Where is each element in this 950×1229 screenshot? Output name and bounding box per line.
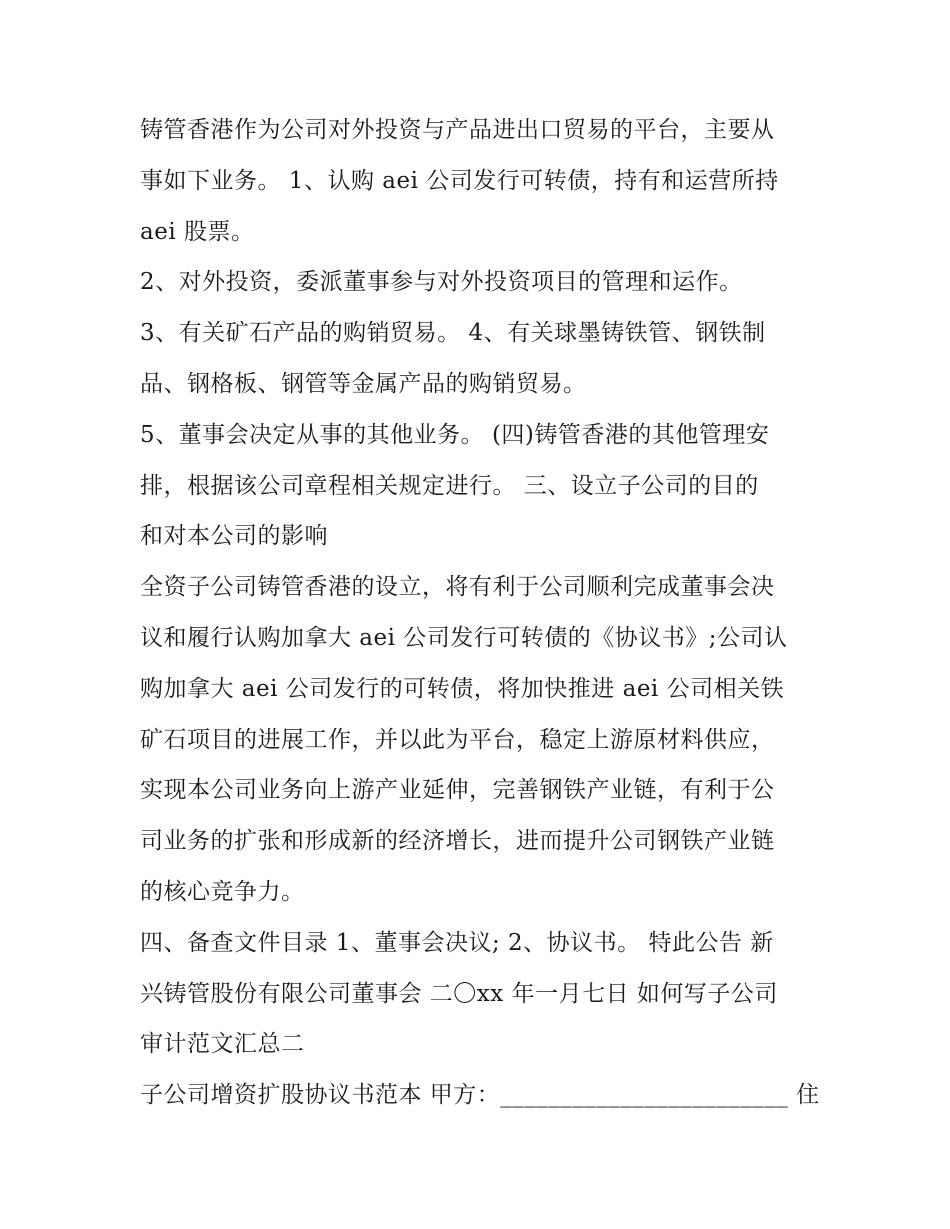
text-line: 2、对外投资，委派董事参与对外投资项目的管理和运作。 (140, 269, 743, 296)
text-line: 和对本公司的影响 (140, 523, 328, 550)
document-body (140, 105, 820, 1121)
text-line: 子公司增资扩股协议书范本 甲方：________________________ 住 (140, 1082, 820, 1109)
text-line: 实现本公司业务向上游产业延伸，完善钢铁产业链，有利于公 (140, 777, 775, 804)
text-line: aei 股票。 (140, 218, 255, 245)
text-line: 的核心竞争力。 (140, 878, 305, 905)
text-line: 事如下业务。 1、认购 aei 公司发行可转债，持有和运营所持 (140, 167, 779, 194)
text-line: 议和履行认购加拿大 aei 公司发行可转债的《协议书》;公司认 (140, 624, 788, 651)
text-line: 购加拿大 aei 公司发行的可转债，将加快推进 aei 公司相关铁 (140, 675, 785, 702)
text-line: 审计范文汇总二 (140, 1031, 305, 1058)
text-line: 兴铸管股份有限公司董事会 二〇xx 年一月七日 如何写子公司 (140, 980, 778, 1007)
text-line: 排，根据该公司章程相关规定进行。 三、设立子公司的目的 (140, 472, 759, 499)
text-line: 矿石项目的进展工作，并以此为平台，稳定上游原材料供应， (140, 726, 775, 753)
text-line: 品、钢格板、钢管等金属产品的购销贸易。 (140, 370, 587, 397)
text-line: 3、有关矿石产品的购销贸易。 4、有关球墨铸铁管、钢铁制 (140, 320, 766, 347)
text-line: 全资子公司铸管香港的设立，将有利于公司顺利完成董事会决 (140, 574, 775, 601)
text-line: 铸管香港作为公司对外投资与产品进出口贸易的平台，主要从 (140, 117, 775, 143)
text-line: 四、备查文件目录 1、董事会决议; 2、协议书。 特此公告 新 (140, 929, 774, 956)
text-line: 司业务的扩张和形成新的经济增长，进而提升公司钢铁产业链 (140, 828, 775, 855)
text-line: 5、董事会决定从事的其他业务。 (四)铸管香港的其他管理安 (140, 421, 770, 448)
